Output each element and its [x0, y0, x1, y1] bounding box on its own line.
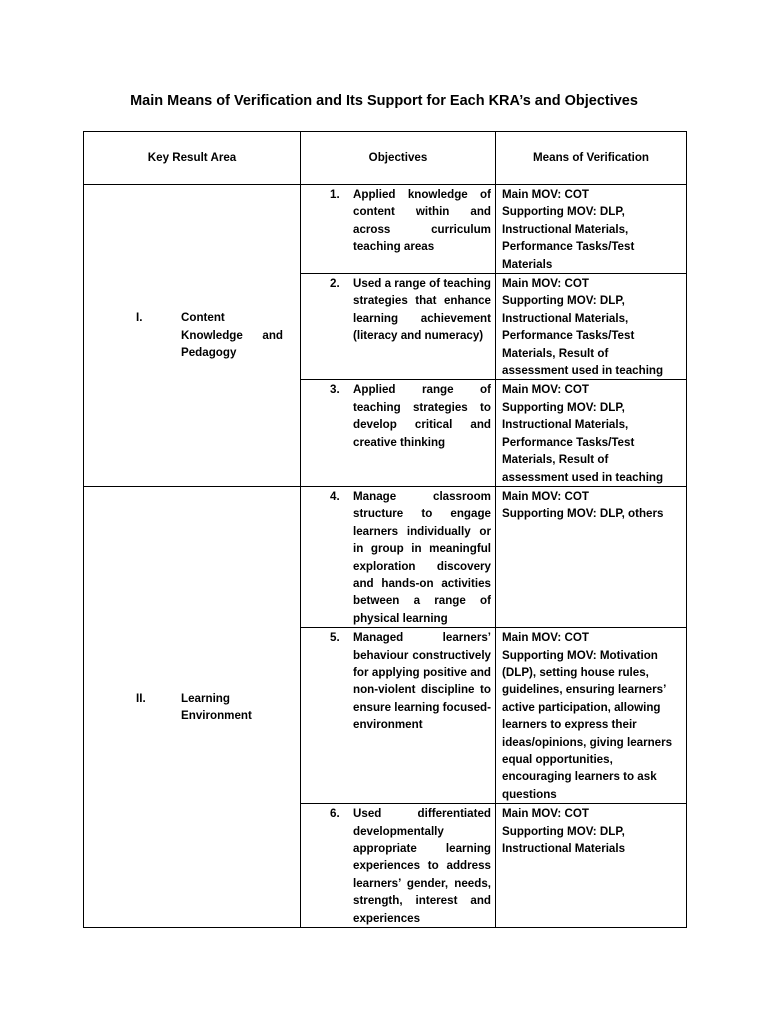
- mov-line: equal opportunities,: [502, 753, 613, 766]
- kra-label: Content Knowledge and Pedagogy: [181, 311, 283, 360]
- mov-line: Performance Tasks/Test: [502, 435, 635, 449]
- header-objectives: Objectives: [301, 132, 496, 185]
- mov-line: learners to express their: [502, 718, 637, 732]
- mov-line: assessment used in teaching: [502, 470, 664, 484]
- kra-label: Learning Environment: [181, 691, 252, 722]
- table-row: [84, 185, 687, 274]
- mov-line: Supporting MOV: DLP,: [502, 205, 625, 219]
- mov-cell: [496, 486, 687, 627]
- mov-line: active participation, allowing: [502, 700, 661, 714]
- objective-cell: [301, 628, 496, 804]
- objective-number: 3.: [330, 383, 340, 397]
- objective-number: 2.: [330, 277, 340, 291]
- mov-line: Materials, Result of: [502, 453, 609, 467]
- mov-line: Instructional Materials,: [502, 311, 629, 325]
- mov-line: assessment used in teaching: [502, 364, 664, 378]
- mov-cell: [496, 804, 687, 928]
- mov-line: encouraging learners to ask: [502, 770, 657, 784]
- mov-line: guidelines, ensuring learners’: [502, 683, 667, 697]
- mov-line: Main MOV: COT: [502, 383, 589, 397]
- objective-text: Used a range of teaching strategies that enhance learning achievement (literacy and numeracy): [353, 277, 491, 343]
- table-header-row: [84, 132, 687, 185]
- mov-line: Main MOV: COT: [502, 631, 589, 645]
- objective-text: Applied range of teaching strategies to develop critical and creative thinking: [353, 383, 491, 449]
- objective-cell: [301, 804, 496, 928]
- mov-line: Instructional Materials,: [502, 418, 629, 432]
- mov-line: (DLP), setting house rules,: [502, 665, 649, 679]
- document-title: Main Means of Verification and Its Support for Each KRA’s and Objectives: [130, 93, 638, 109]
- kra-number: I.: [136, 311, 143, 325]
- mov-line: Main MOV: COT: [502, 807, 589, 821]
- mov-cell: [496, 274, 687, 380]
- objective-text: Used differentiated developmentally appropriate learning experiences to address learners’ gender, needs, strength, interest and experiences: [353, 807, 491, 925]
- objective-number: 6.: [330, 807, 340, 821]
- mov-table: [83, 131, 687, 928]
- mov-line: Materials, Result of: [502, 346, 609, 360]
- mov-line: Instructional Materials: [502, 842, 626, 856]
- kra-number: II.: [136, 691, 146, 705]
- kra-cell-1: [84, 185, 301, 487]
- mov-line: questions: [502, 787, 557, 801]
- mov-line: Instructional Materials,: [502, 222, 629, 236]
- mov-line: Materials: [502, 257, 553, 271]
- header-kra: Key Result Area: [84, 132, 301, 185]
- mov-line: Supporting MOV: Motivation: [502, 648, 658, 662]
- objective-text: Managed learners’ behaviour constructively for applying positive and non-violent discipline to ensure learning focused- environment: [353, 631, 491, 732]
- objective-cell: [301, 380, 496, 486]
- mov-cell: [496, 628, 687, 804]
- mov-line: Performance Tasks/Test: [502, 329, 635, 343]
- mov-line: Main MOV: COT: [502, 277, 589, 291]
- objective-cell: [301, 185, 496, 274]
- mov-line: Supporting MOV: DLP,: [502, 294, 625, 308]
- objective-cell: [301, 274, 496, 380]
- table-row: [84, 486, 687, 627]
- objective-number: 4.: [330, 489, 340, 503]
- objective-number: 5.: [330, 631, 340, 645]
- mov-cell: [496, 185, 687, 274]
- kra-cell-2: [84, 486, 301, 927]
- mov-line: ideas/opinions, giving learners: [502, 735, 673, 749]
- objective-text: Manage classroom structure to engage learners individually or in group in meaningful exploration discovery and hands-on activities between a range of physical learning: [353, 489, 491, 625]
- mov-line: Main MOV: COT: [502, 489, 589, 503]
- objective-number: 1.: [330, 188, 340, 201]
- header-mov: Means of Verification: [496, 132, 687, 185]
- mov-line: Main MOV: COT: [502, 188, 589, 201]
- mov-line: Performance Tasks/Test: [502, 240, 635, 254]
- objective-text: Applied knowledge of content within and across curriculum teaching areas: [353, 188, 491, 254]
- mov-line: Supporting MOV: DLP,: [502, 824, 625, 838]
- objective-cell: [301, 486, 496, 627]
- mov-line: Supporting MOV: DLP,: [502, 400, 625, 414]
- mov-line: Supporting MOV: DLP, others: [502, 507, 664, 521]
- mov-cell: [496, 380, 687, 486]
